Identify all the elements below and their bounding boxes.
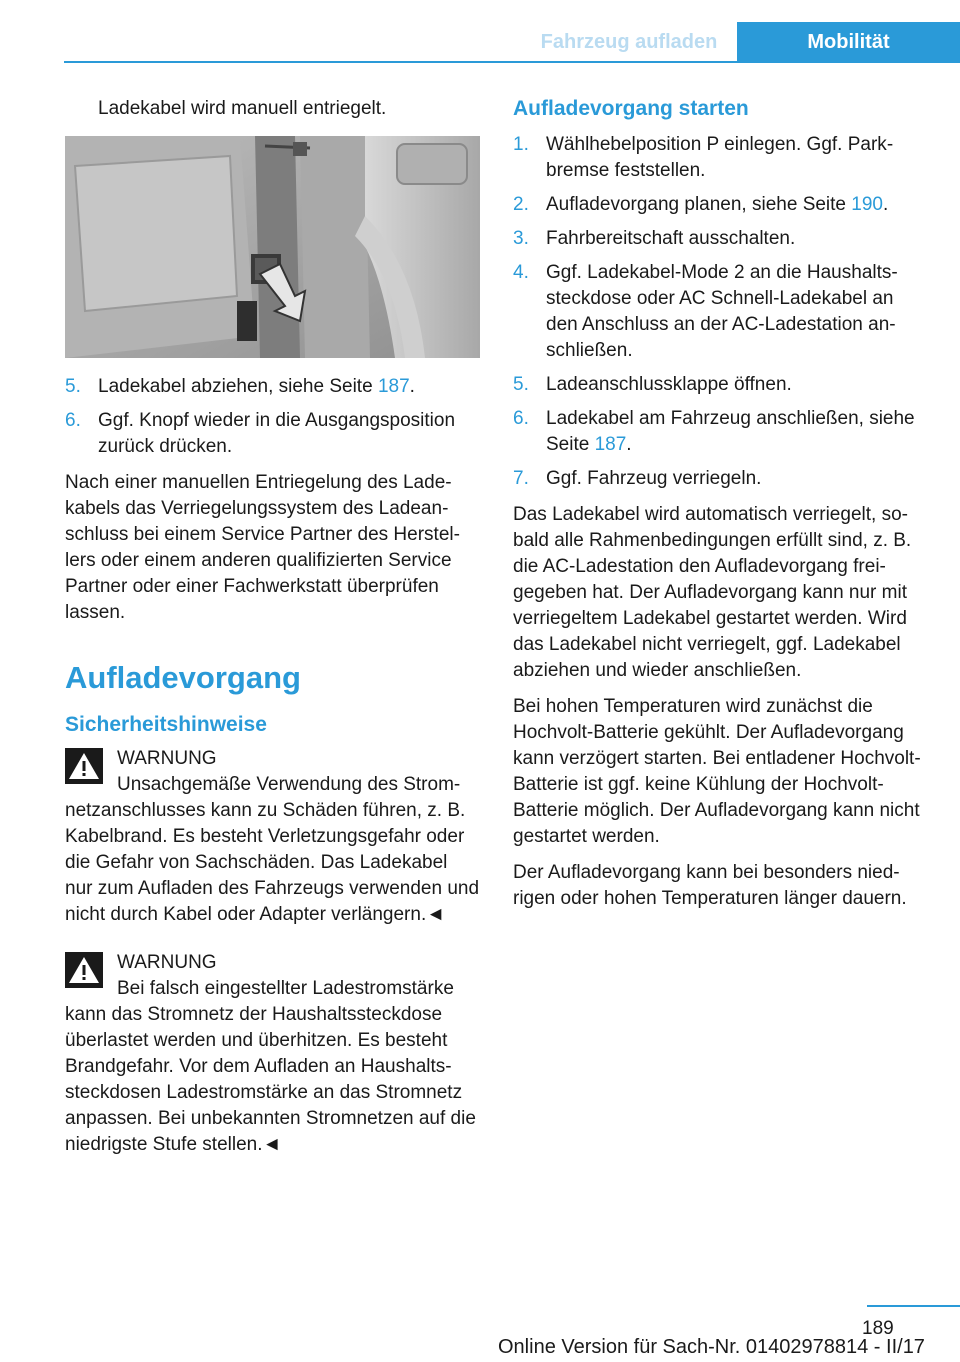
warning-title: WARNUNG — [117, 748, 217, 769]
step-text: Ggf. Ladekabel-Mode 2 an die Haushaltssteckdose oder AC Schnell-Ladekabel an den Anschluss an der AC-Ladestation anschließen. — [546, 262, 898, 361]
list-item — [65, 408, 480, 460]
list-item — [513, 132, 928, 184]
warning-text: Bei falsch eingestellter Ladestromstärke kann das Stromnetz der Haushaltssteckdose überlastet werden und überhitzen. Es besteht Brandgefahr. Vor dem Aufladen an Haushaltssteckdosen Ladestromstärke an das Stromnetz anpassen. Bei unbekannten Stromnetzen auf die niedrigste Stufe stellen.◄ — [65, 978, 476, 1155]
warning-text: Unsachgemäße Verwendung des Stromnetzanschlusses kann zu Schäden führen, z. B. Kabelbrand. Es besteht Verletzungsgefahr oder die Gefahr von Sachschäden. Das Ladekabel nur zum Aufladen des Fahrzeugs verwenden und nicht durch Kabel oder Adapter verlängern.◄ — [65, 774, 480, 925]
inspection-paragraph: Nach einer manuellen Entriegelung des Ladekabels das Verriegelungssystem des Ladeanschluss bei einem Service Partner des Herstellers oder einem anderen qualifizierten Service Partner oder einer Fachwerkstatt überprüfen lassen. — [65, 472, 460, 623]
step-text: Ggf. Fahrzeug verriegeln. — [546, 468, 762, 489]
step-text: Ladeanschlussklappe öffnen. — [546, 374, 792, 395]
header-rule — [64, 61, 960, 63]
list-item — [513, 192, 928, 218]
warning-block — [65, 746, 480, 928]
page-link[interactable]: 190 — [851, 194, 883, 215]
step-suffix: . — [626, 434, 632, 455]
body-paragraph: Der Aufladevorgang kann bei besonders niedrigen oder hohen Temperaturen länger dauern. — [513, 862, 907, 909]
step-number: 2. — [513, 194, 529, 215]
step-suffix: . — [409, 376, 415, 397]
right-column — [513, 96, 928, 922]
step-number: 4. — [513, 262, 529, 283]
intro-text: Ladekabel wird manuell entriegelt. — [98, 98, 387, 119]
step-text: Ggf. Knopf wieder in die Ausgangsposition zurück drücken. — [98, 410, 456, 457]
step-text: Ladekabel abziehen, siehe Seite — [98, 376, 378, 397]
step-number: 1. — [513, 134, 529, 155]
step-number: 7. — [513, 468, 529, 489]
subsection-title: Aufladevorgang starten — [513, 97, 749, 120]
warning-block — [65, 950, 480, 1158]
warning-triangle-icon — [65, 952, 103, 988]
charging-port-photo — [65, 136, 480, 358]
warning-title: WARNUNG — [117, 952, 217, 973]
step-suffix: . — [882, 194, 889, 215]
step-number: 5. — [65, 376, 81, 397]
list-item — [513, 226, 928, 252]
step-text: Fahrbereitschaft ausschalten. — [546, 228, 796, 249]
header-chapter-tab[interactable]: Mobilität — [737, 22, 960, 62]
list-item — [513, 466, 928, 492]
step-number: 5. — [513, 374, 529, 395]
body-paragraph: Das Ladekabel wird automatisch verriegelt, sobald alle Rahmenbedingungen erfüllt sind, z. B. die AC-Ladestation den Aufladevorgang freigegeben hat. Der Aufladevorgang kann nur mit verriegeltem Ladekabel gestartet werden. Wird das Ladekabel nicht verriegelt, ggf. Ladekabel abziehen und wieder anschließen. — [513, 504, 912, 681]
footer-rule — [867, 1305, 960, 1307]
online-version-note: Online Version für Sach-Nr. 01402978814 - II/17 — [498, 1336, 925, 1358]
body-paragraph: Bei hohen Temperaturen wird zunächst die Hochvolt-Batterie gekühlt. Der Aufladevorgang kann verzögert starten. Bei entladener Hochvolt-Batterie ist ggf. keine Kühlung der Hochvolt-Batterie möglich. Der Aufladevorgang kann nicht gestartet werden. — [513, 696, 921, 847]
step-text: Wählhebelposition P einlegen. Ggf. Parkbremse feststellen. — [546, 134, 894, 181]
page-number: 189 — [862, 1318, 894, 1339]
list-item — [513, 260, 928, 364]
section-title: Aufladevorgang — [65, 660, 301, 695]
step-text: Aufladevorgang planen, siehe Seite — [546, 194, 852, 215]
step-number: 3. — [513, 228, 529, 249]
subsection-title: Sicherheitshinweise — [65, 713, 267, 736]
warning-triangle-icon — [65, 748, 103, 784]
left-steps-list — [65, 374, 480, 460]
left-column — [65, 96, 480, 1180]
right-steps-list — [513, 132, 928, 492]
page-link[interactable]: 187 — [594, 434, 627, 455]
step-text: Ladekabel am Fahrzeug anschließen, siehe Seite — [546, 408, 915, 455]
list-item — [513, 372, 928, 398]
header-section-tab[interactable]: Fahrzeug aufladen — [540, 30, 718, 53]
list-item — [513, 406, 928, 458]
step-number: 6. — [65, 410, 81, 431]
page-link[interactable]: 187 — [377, 376, 410, 397]
step-number: 6. — [513, 408, 529, 429]
list-item — [65, 374, 480, 400]
